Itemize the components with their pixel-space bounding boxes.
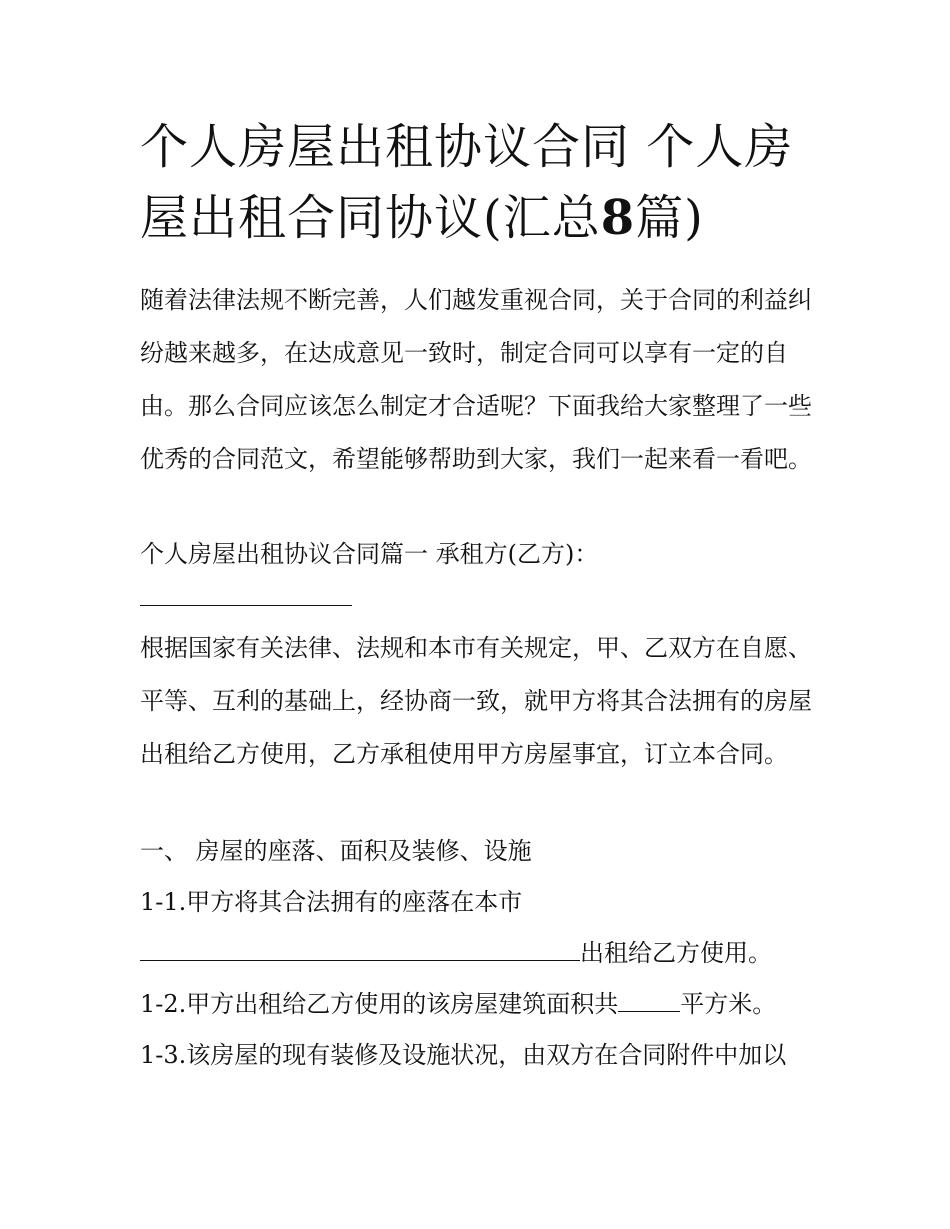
clause-1-2-text: 1-2.甲方出租给乙方使用的该房屋建筑面积共: [140, 990, 619, 1018]
title-number: 8: [600, 190, 636, 246]
title-text-b: 篇): [635, 190, 704, 246]
clause-1-3: 1-3.该房屋的现有装修及设施状况，由双方在合同附件中加以: [140, 1041, 787, 1069]
title-text-a: 个人房屋出租协议合同 个人房屋出租合同协议(汇总: [140, 119, 794, 246]
document-title: [140, 112, 830, 254]
clause-1-1-line2: [140, 927, 820, 980]
clause-1-2-unit: 平方米。: [680, 990, 777, 1018]
clause-1-1-line1: 1-1.甲方将其合法拥有的座落在本市: [140, 888, 523, 916]
clause-1-2: [140, 978, 820, 1031]
address-blank: [140, 959, 580, 961]
basis-paragraph: 根据国家有关法律、法规和本市有关规定，甲、乙双方在自愿、平等、互利的基础上，经协商一致，就甲方将其合法拥有的房屋出租给乙方使用，乙方承租使用甲方房屋事宜，订立本合同。: [140, 634, 812, 768]
area-blank: [618, 1010, 680, 1012]
contract-heading: 个人房屋出租协议合同篇一 承租方(乙方)：: [140, 540, 599, 568]
blank-line: [140, 605, 352, 606]
intro-paragraph: 随着法律法规不断完善，人们越发重视合同，关于合同的利益纠纷越来越多，在达成意见一致时，制定合同可以享有一定的自由。那么合同应该怎么制定才合适呢？下面我给大家整理了一些优秀的合同范文，希望能够帮助到大家，我们一起来看一看吧。: [140, 286, 812, 473]
clause-1-1-end: 出租给乙方使用。: [580, 939, 772, 967]
section-heading-1: 一、 房屋的座落、面积及装修、设施: [140, 837, 532, 865]
